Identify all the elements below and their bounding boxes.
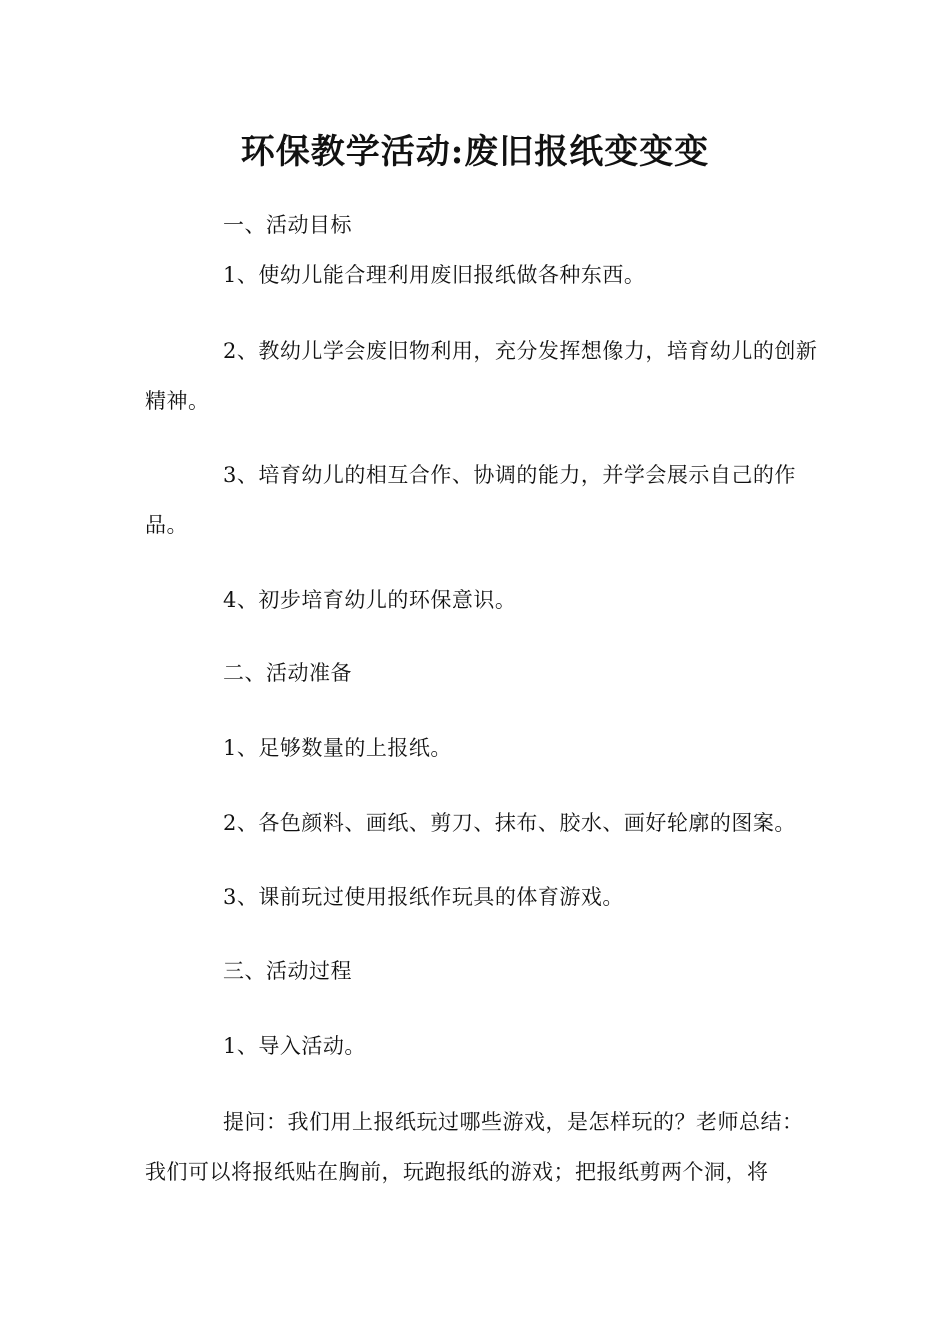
goal-item-4: 4、初步培育幼儿的环保意识。 <box>223 588 517 612</box>
document-title: 环保教学活动:废旧报纸变变变 <box>240 132 710 172</box>
process-question-paragraph: 提问：我们用上报纸玩过哪些游戏，是怎样玩的？老师总结：我们可以将报纸贴在胸前，玩跑报纸的游戏；把报纸剪两个洞，将 <box>145 1110 804 1184</box>
goal-item-3: 3、培育幼儿的相互合作、协调的能力，并学会展示自己的作品。 <box>145 463 796 537</box>
process-item-1: 1、导入活动。 <box>223 1034 366 1058</box>
section-heading-process: 三、活动过程 <box>223 959 352 983</box>
preparation-item-1: 1、足够数量的上报纸。 <box>223 736 452 760</box>
preparation-item-2: 2、各色颜料、画纸、剪刀、抹布、胶水、画好轮廓的图案。 <box>223 811 796 835</box>
section-heading-preparation: 二、活动准备 <box>223 661 352 685</box>
section-heading-goals: 一、活动目标 <box>223 213 352 237</box>
goal-item-2: 2、教幼儿学会废旧物利用，充分发挥想像力，培育幼儿的创新精神。 <box>145 339 818 413</box>
goal-item-1: 1、使幼儿能合理利用废旧报纸做各种东西。 <box>223 263 646 287</box>
preparation-item-3: 3、课前玩过使用报纸作玩具的体育游戏。 <box>223 885 624 909</box>
